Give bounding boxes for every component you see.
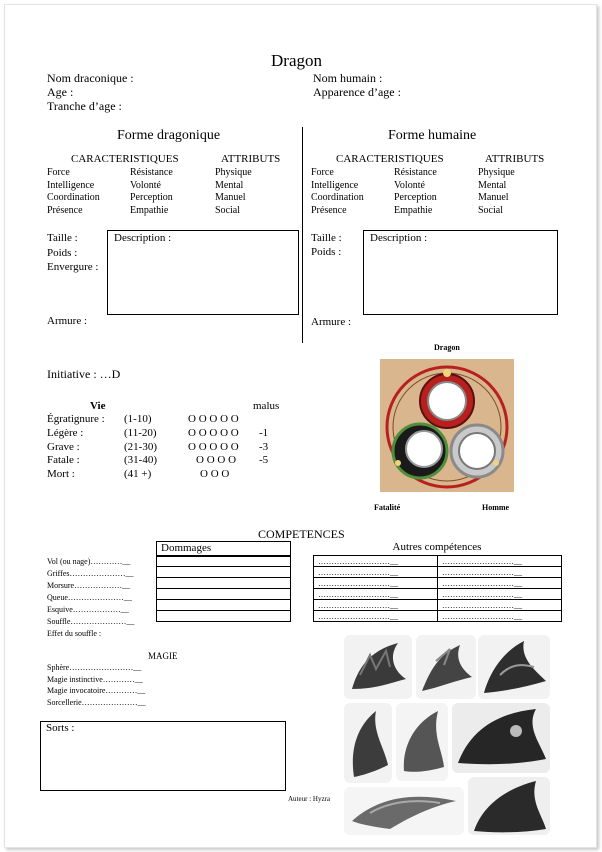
carac-presence: Présence (47, 204, 83, 216)
dragon-illustration-3 (478, 635, 550, 699)
taille-label-dragon: Taille : (47, 232, 78, 244)
carac-intelligence: Intelligence (311, 179, 359, 191)
autre-competence-cell[interactable]: ………………………__ (314, 589, 438, 600)
magie-item: Sphère……………………__ (47, 663, 142, 672)
competence-item: Morsure………………__ (47, 581, 131, 591)
dommages-header: Dommages (161, 542, 212, 554)
competence-item: Queue…………………__ (47, 593, 132, 603)
nom-humain-label: Nom humain : (313, 71, 383, 85)
carac-resistance: Résistance (394, 167, 437, 178)
vie-row-label: Grave : (47, 440, 80, 453)
autre-competence-cell[interactable]: ………………………__ (314, 556, 438, 567)
carac-empathie: Empathie (394, 204, 433, 216)
description-label-human: Description : (370, 232, 428, 244)
dommages-cell[interactable] (157, 611, 291, 622)
magie-title: MAGIE (148, 651, 178, 661)
vie-row-range: (11-20) (124, 426, 157, 439)
dragon-illustration-6 (452, 703, 550, 773)
forme-humaine-title: Forme humaine (388, 128, 477, 143)
carac-resistance: Résistance (130, 167, 173, 178)
carac-force: Force (47, 167, 70, 178)
dommages-cell[interactable] (157, 600, 291, 611)
poids-label-dragon: Poids : (47, 247, 78, 259)
vie-row-circles[interactable]: O O O O O (188, 413, 239, 425)
forme-dragonique-title: Forme dragonique (117, 128, 221, 143)
dragon-illustration-5 (396, 703, 448, 781)
dommages-cell[interactable] (157, 589, 291, 600)
vie-row-circles[interactable]: O O O O O (188, 426, 239, 439)
vie-row-range: (41 +) (124, 468, 152, 481)
attribut-manuel: Manuel (478, 192, 509, 204)
vie-title: Vie (90, 400, 106, 412)
vie-malus (259, 413, 268, 482)
carac-force: Force (311, 167, 334, 178)
autre-competence-cell[interactable]: ………………………__ (438, 567, 562, 578)
page-title: Dragon (271, 51, 322, 70)
magie-item: Sorcellerie…………………__ (47, 698, 146, 708)
attribut-physique: Physique (478, 167, 515, 178)
attribut-social: Social (478, 204, 503, 216)
carac-perception: Perception (394, 192, 437, 204)
attribut-social: Social (215, 204, 240, 216)
autre-competence-cell[interactable]: ………………………__ (314, 567, 438, 578)
emblem-svg (380, 359, 514, 492)
emblem-label-fatalite: Fatalité (374, 503, 401, 512)
autre-competence-cell[interactable]: ………………………__ (314, 578, 438, 589)
competence-item: Esquive………………__ (47, 605, 129, 615)
autre-competence-cell[interactable]: ………………………__ (314, 600, 438, 611)
vie-labels (47, 413, 105, 482)
vie-row-circles[interactable]: O O O O O (188, 440, 239, 453)
vie-row-malus: -3 (259, 440, 269, 453)
vie-row-label: Égratignure : (47, 413, 105, 425)
forms-divider (302, 127, 303, 343)
competences-title: COMPETENCES (258, 527, 345, 541)
vie-row-label: Légère : (47, 426, 84, 439)
vie-ranges (124, 413, 157, 482)
attributs-col-dragon (215, 167, 252, 217)
attributs-header-human: ATTRIBUTS (485, 153, 545, 165)
autres-competences-header: Autres compétences (392, 541, 482, 553)
attribut-mental: Mental (215, 179, 244, 191)
dragon-illustration-7 (344, 787, 464, 835)
autres-competences-header-wrap (312, 541, 562, 553)
autre-competence-cell[interactable]: ………………………__ (438, 589, 562, 600)
competence-item: Vol (ou nage)…………__ (47, 557, 131, 566)
vie-row-malus (259, 468, 268, 482)
sorts-field[interactable] (40, 721, 286, 791)
competence-item: Souffle…………………__ (47, 617, 135, 627)
competences-list (47, 556, 134, 629)
dragon-emblem-image (380, 359, 514, 492)
attribut-physique: Physique (215, 167, 252, 178)
vie-row-label: Mort : (47, 468, 75, 481)
carac-coordination: Coordination (311, 192, 364, 204)
vie-row-range: (21-30) (124, 440, 157, 453)
carac-intelligence: Intelligence (47, 179, 95, 191)
nom-draconique-label: Nom draconique : (47, 71, 134, 85)
dragon-illustration-2 (416, 635, 476, 699)
description-label-dragon: Description : (114, 232, 172, 244)
initiative-label: Initiative : …D (47, 367, 121, 381)
apparence-label: Apparence d’age : (313, 85, 401, 99)
attributs-header-dragon: ATTRIBUTS (221, 153, 281, 165)
competence-item: Griffes…………………__ (47, 569, 134, 579)
autre-competence-cell[interactable]: ………………………__ (438, 611, 562, 622)
carac-empathie: Empathie (130, 204, 169, 216)
emblem-label-dragon: Dragon (434, 343, 460, 352)
effet-souffle-label: Effet du souffle : (47, 629, 102, 638)
magie-item: Magie invocatoire…………__ (47, 686, 146, 696)
carac-perception: Perception (130, 192, 173, 204)
tranche-label: Tranche d’age : (47, 99, 122, 113)
poids-label-human: Poids : (311, 246, 342, 258)
carac-coordination: Coordination (47, 192, 100, 204)
magie-list (47, 662, 146, 709)
carac-col1-human (311, 167, 364, 217)
autre-competence-cell[interactable]: ………………………__ (438, 556, 562, 567)
sorts-label: Sorts : (46, 722, 75, 734)
carac-volonte: Volonté (394, 179, 425, 191)
taille-label-human: Taille : (311, 232, 342, 244)
dragon-illustration-4 (344, 703, 392, 783)
emblem-label-homme: Homme (482, 503, 510, 512)
carac-volonte: Volonté (130, 179, 161, 191)
dommages-cell[interactable] (157, 578, 291, 589)
attribut-manuel: Manuel (215, 192, 246, 204)
autre-competence-cell[interactable]: ………………………__ (314, 611, 438, 622)
envergure-label: Envergure : (47, 261, 99, 273)
auteur-label: Auteur : Hyzra (288, 795, 330, 803)
carac-col1-dragon (47, 167, 100, 217)
vie-row-range: (1-10) (124, 413, 152, 425)
armure-label-dragon: Armure : (47, 315, 88, 327)
autres-competences-table (313, 555, 562, 622)
carac-presence: Présence (311, 204, 347, 216)
autre-competence-cell[interactable]: ………………………__ (438, 578, 562, 589)
dommages-table (156, 555, 291, 622)
vie-row-range: (31-40) (124, 454, 157, 467)
age-label: Age : (47, 85, 74, 99)
attribut-mental: Mental (478, 179, 507, 191)
attributs-col-human (478, 167, 515, 217)
malus-header: malus (253, 400, 280, 412)
magie-item: Magie instinctive…………__ (47, 674, 143, 684)
autre-competence-cell[interactable]: ………………………__ (438, 600, 562, 611)
carac-header-human: CARACTERISTIQUES (336, 153, 444, 165)
description-field-human[interactable] (363, 230, 558, 315)
dragon-illustrations-collage (340, 631, 555, 839)
dragon-illustration-8 (468, 777, 550, 835)
vie-row-malus (259, 413, 268, 427)
vie-row-malus: -5 (259, 454, 269, 467)
vie-row-circles[interactable]: O O O O (196, 454, 237, 467)
carac-col2-human (394, 167, 437, 217)
vie-row-malus: -1 (259, 426, 269, 439)
dommages-cell[interactable] (157, 567, 291, 578)
carac-col2-dragon (130, 167, 173, 217)
carac-header-dragon: CARACTERISTIQUES (71, 153, 179, 165)
vie-row-circles[interactable]: O O O (200, 468, 230, 481)
dragon-illustration-1 (344, 635, 412, 699)
vie-row-label: Fatale : (47, 454, 80, 467)
dommages-cell[interactable] (157, 556, 291, 567)
vie-circles (188, 413, 239, 482)
armure-label-human: Armure : (311, 316, 352, 328)
description-field-dragon[interactable] (107, 230, 299, 315)
